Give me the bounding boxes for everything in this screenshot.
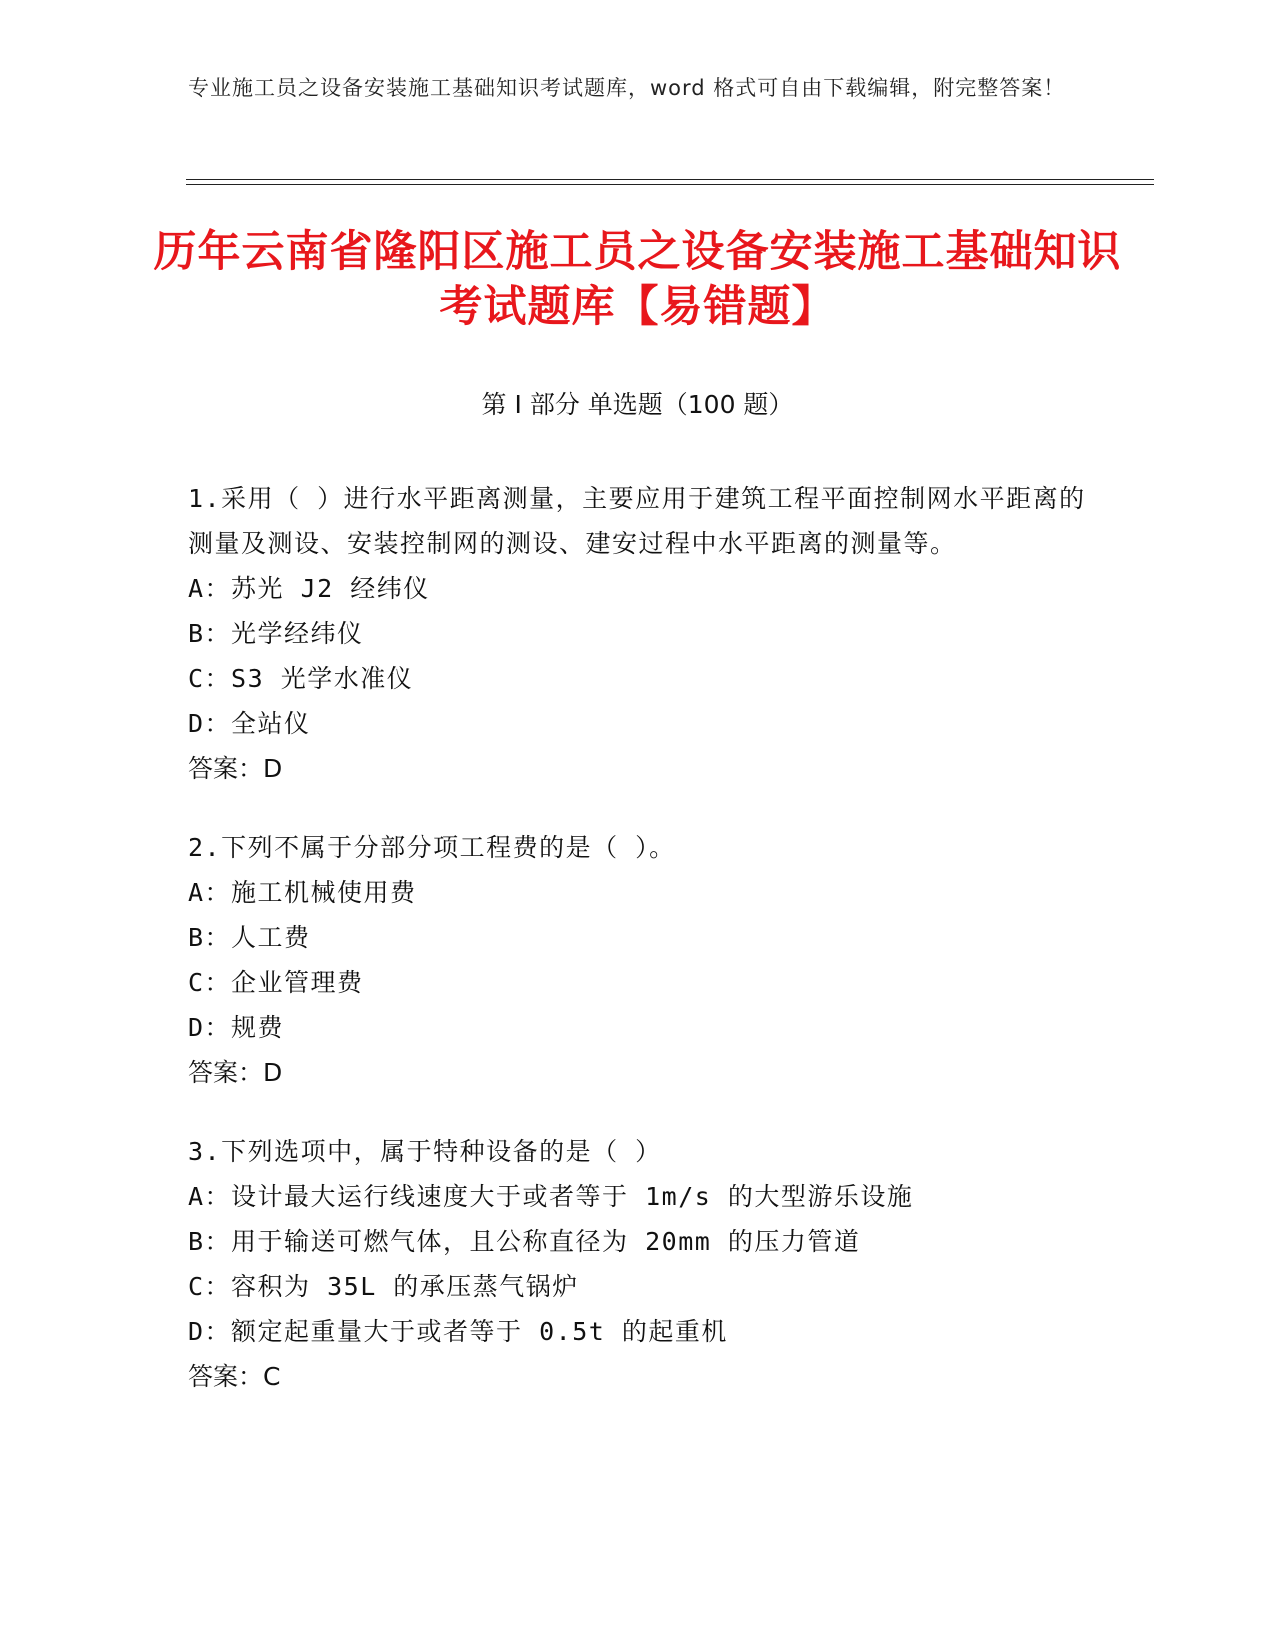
question-2 (188, 825, 1088, 1095)
header-note: 专业施工员之设备安装施工基础知识考试题库，word 格式可自由下载编辑，附完整答案！ (188, 76, 1066, 100)
option-a: A：设计最大运行线速度大于或者等于 1m/s 的大型游乐设施 (188, 1182, 914, 1211)
answer-line: 答案：D (188, 1058, 283, 1087)
option-b: B：光学经纬仪 (188, 619, 364, 648)
option-d: D：全站仪 (188, 709, 311, 738)
question-stem: 1.采用（ ）进行水平距离测量，主要应用于建筑工程平面控制网水平距离的测量及测设、安装控制网的测设、建安过程中水平距离的测量等。 (188, 484, 1086, 558)
question-1 (188, 476, 1088, 791)
option-c: C：S3 光学水准仪 (188, 664, 414, 693)
option-b: B：用于输送可燃气体，且公称直径为 20mm 的压力管道 (188, 1227, 861, 1256)
section-heading: 第 I 部分 单选题（100 题） (481, 390, 794, 419)
option-d: D：规费 (188, 1013, 285, 1042)
question-stem: 2.下列不属于分部分项工程费的是（ ）。 (188, 833, 676, 862)
option-d: D：额定起重量大于或者等于 0.5t 的起重机 (188, 1317, 728, 1346)
question-stem: 3.下列选项中，属于特种设备的是（ ） (188, 1137, 662, 1166)
answer-line: 答案：C (188, 1362, 281, 1391)
question-3 (188, 1129, 1088, 1399)
question-list (188, 476, 1088, 1433)
option-a: A：施工机械使用费 (188, 878, 417, 907)
answer-line: 答案：D (188, 754, 283, 783)
header-divider-top (186, 179, 1154, 180)
header-divider-bottom (186, 184, 1154, 185)
option-a: A：苏光 J2 经纬仪 (188, 574, 430, 603)
option-b: B：人工费 (188, 923, 311, 952)
option-c: C：企业管理费 (188, 968, 364, 997)
option-c: C：容积为 35L 的承压蒸气锅炉 (188, 1272, 579, 1301)
document-title: 历年云南省隆阳区施工员之设备安装施工基础知识考试题库【易错题】 (153, 227, 1122, 332)
